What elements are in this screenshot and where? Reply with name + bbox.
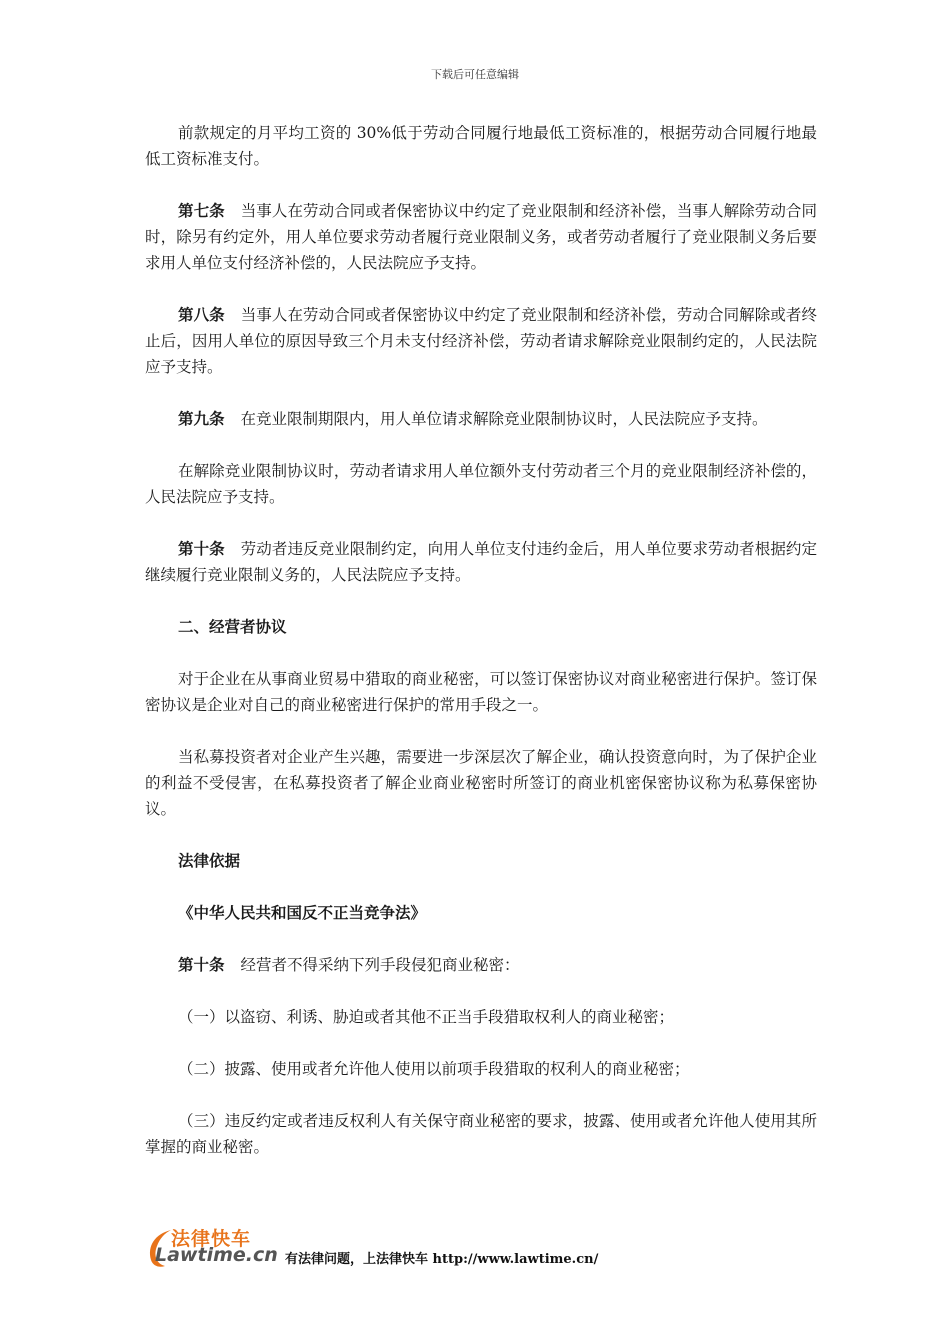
- paragraph-text: 当事人在劳动合同或者保密协议中约定了竞业限制和经济补偿，劳动合同解除或者终止后，因用人单位的原因导致三个月未支付经济补偿，劳动者请求解除竞业限制约定的，人民法院应予支持。: [145, 306, 817, 376]
- paragraph-text: 在解除竞业限制协议时，劳动者请求用人单位额外支付劳动者三个月的竞业限制经济补偿的，人民法院应予支持。: [145, 462, 817, 506]
- section-heading: 二、经营者协议: [178, 617, 287, 636]
- paragraph-text: 当事人在劳动合同或者保密协议中约定了竞业限制和经济补偿，当事人解除劳动合同时，除另有约定外，用人单位要求劳动者履行竞业限制义务，或者劳动者履行了竞业限制义务后要求用人单位支付经济补偿的，人民法院应予支持。: [145, 202, 817, 272]
- article-number: 第八条: [178, 305, 225, 324]
- list-item: （一）以盗窃、利诱、胁迫或者其他不正当手段猎取权利人的商业秘密；: [178, 1008, 675, 1026]
- paragraph-text: 经营者不得采纳下列手段侵犯商业秘密：: [240, 956, 520, 974]
- article-number: 第十条: [178, 539, 225, 558]
- paragraph: [145, 120, 817, 172]
- logo-text-cn: 法律快车: [171, 1228, 252, 1250]
- paragraph: [145, 406, 817, 432]
- paragraph: [145, 536, 817, 588]
- paragraph: [145, 198, 817, 276]
- paragraph: [145, 458, 817, 510]
- paragraph-text: 劳动者违反竞业限制约定，向用人单位支付违约金后，用人单位要求劳动者根据约定继续履行竞业限制义务的，人民法院应予支持。: [145, 540, 817, 584]
- article-number: 第九条: [178, 409, 225, 428]
- article-number: 第十条: [178, 955, 225, 974]
- paragraph: 当私募投资者对企业产生兴趣，需要进一步深层次了解企业，确认投资意向时，为了保护企业的利益不受侵害，在私募投资者了解企业商业秘密时所签订的商业机密保密协议称为私募保密协议。: [145, 748, 817, 818]
- paragraph-text: 前款规定的月平均工资的 30%低于劳动合同履行地最低工资标准的，根据劳动合同履行地最低工资标准支付。: [145, 124, 817, 168]
- paragraph: 对于企业在从事商业贸易中猎取的商业秘密，可以签订保密协议对商业秘密进行保护。签订保密协议是企业对自己的商业秘密进行保护的常用手段之一。: [145, 670, 817, 714]
- lawtime-logo: [145, 1224, 283, 1276]
- list-item: （三）违反约定或者违反权利人有关保守商业秘密的要求，披露、使用或者允许他人使用其所掌握的商业秘密。: [145, 1112, 817, 1156]
- paragraph-text: 在竞业限制期限内，用人单位请求解除竞业限制协议时，人民法院应予支持。: [240, 410, 768, 428]
- page-footer: [145, 1224, 845, 1284]
- legal-basis-heading: 法律依据: [178, 851, 241, 870]
- paragraph: [145, 302, 817, 380]
- logo-text-en: Lawtime.cn: [155, 1244, 278, 1266]
- list-item: （二）披露、使用或者允许他人使用以前项手段猎取的权利人的商业秘密；: [178, 1060, 690, 1078]
- footer-slogan: 有法律问题，上法律快车 http://www.lawtime.cn/: [285, 1252, 599, 1267]
- paragraph: [145, 952, 817, 978]
- law-title: 《中华人民共和国反不正当竞争法》: [178, 903, 427, 922]
- page-header: 下载后可任意编辑: [431, 68, 519, 81]
- document-body: [145, 120, 817, 1186]
- article-number: 第七条: [178, 201, 225, 220]
